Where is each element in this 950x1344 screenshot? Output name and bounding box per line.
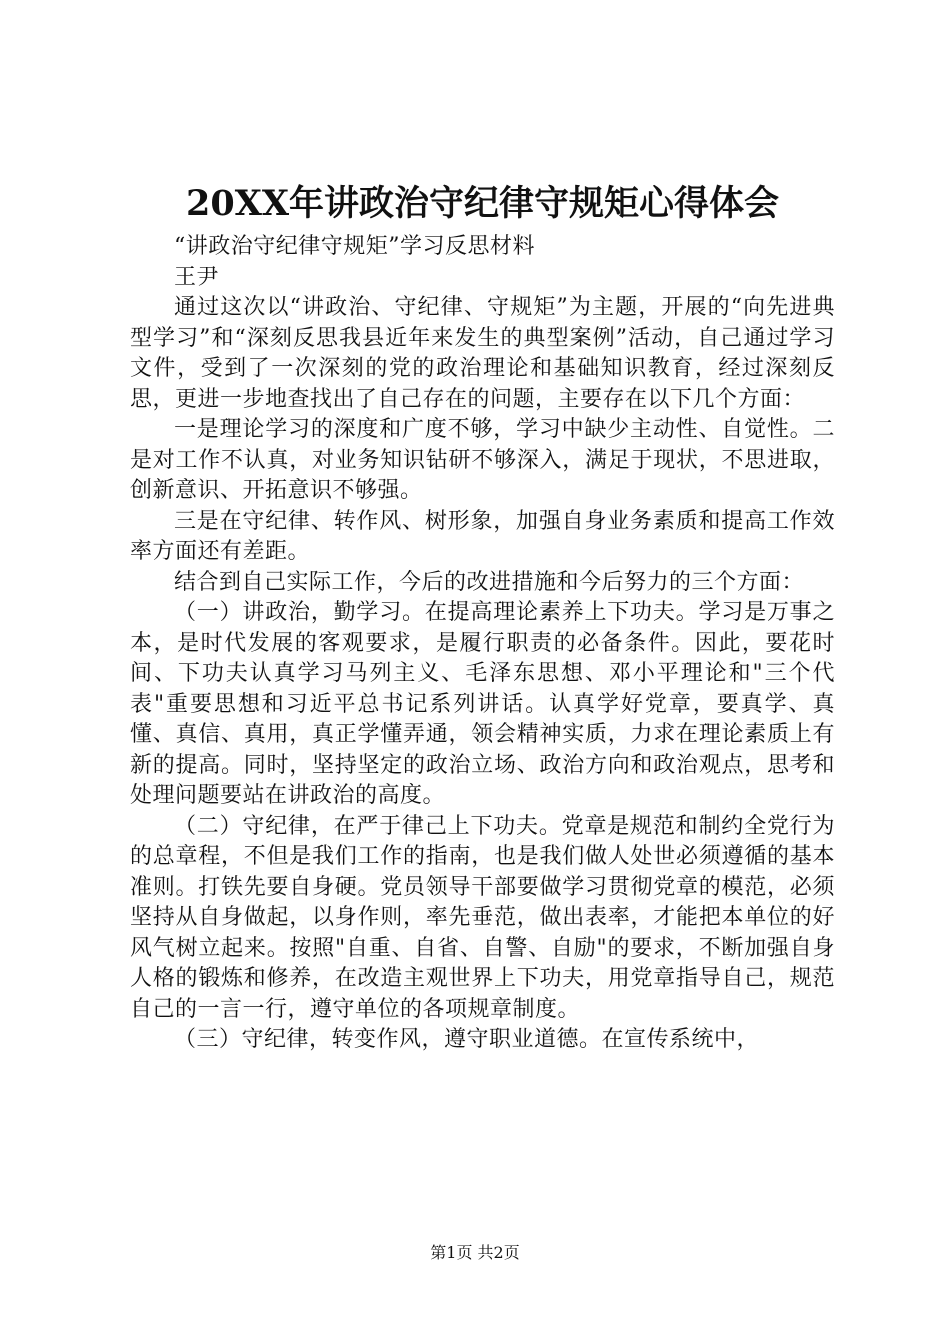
measure-two-paragraph: （二）守纪律，在严于律己上下功夫。党章是规范和制约全党行为的总章程，不但是我们工作的指南，也是我们做人处世必须遵循的基本准则。打铁先要自身硬。党员领导干部要做学习贯彻党章的模范，必须坚持从自身做起，以身作则，率先垂范，做出表率，才能把本单位的好风气树立起来。按照"自重、自省、自警、自励"的要求，不断加强自身人格的锻炼和修养，在改造主观世界上下功夫，用党章指导自己，规范自己的一言一行，遵守单位的各项规章制度。: [130, 813, 835, 1022]
document-body: [130, 176, 835, 1056]
subtitle-paragraph: “讲政治守纪律守规矩”学习反思材料: [174, 234, 535, 259]
measure-one-paragraph: （一）讲政治，勤学习。在提高理论素养上下功夫。学习是万事之本，是时代发展的客观要求，是履行职责的必备条件。因此，要花时间、下功夫认真学习马列主义、毛泽东思想、邓小平理论和"三个代表"重要思想和习近平总书记系列讲话。认真学好党章，要真学、真懂、真信、真用，真正学懂弄通，领会精神实质，力求在理论素质上有新的提高。同时，坚持坚定的政治立场、政治方向和政治观点，思考和处理问题要站在讲政治的高度。: [130, 600, 835, 808]
page-number-footer: 第1页 共2页: [430, 1243, 520, 1262]
measure-three-paragraph: （三）守纪律，转变作风，遵守职业道德。在宣传系统中，: [174, 1027, 760, 1052]
author-name: 王尹: [174, 264, 220, 290]
problems-paragraph-1: 一是理论学习的深度和广度不够，学习中缺少主动性、自觉性。二是对工作不认真，对业务知识钻研不够深入，满足于现状，不思进取，创新意识、开拓意识不够强。: [130, 417, 835, 503]
intro-paragraph: 通过这次以“讲政治、守纪律、守规矩”为主题，开展的“向先进典型学习”和“深刻反思我县近年来发生的典型案例”活动，自己通过学习文件，受到了一次深刻的党的政治理论和基础知识教育，经过深刻反思，更进一步地查找出了自己存在的问题，主要存在以下几个方面：: [130, 295, 835, 412]
document-title: 20XX年讲政治守纪律守规矩心得体会: [185, 183, 780, 224]
problems-paragraph-2: 三是在守纪律、转作风、树形象，加强自身业务素质和提高工作效率方面还有差距。: [130, 508, 835, 564]
measures-intro-paragraph: 结合到自己实际工作，今后的改进措施和今后努力的三个方面：: [174, 569, 805, 595]
